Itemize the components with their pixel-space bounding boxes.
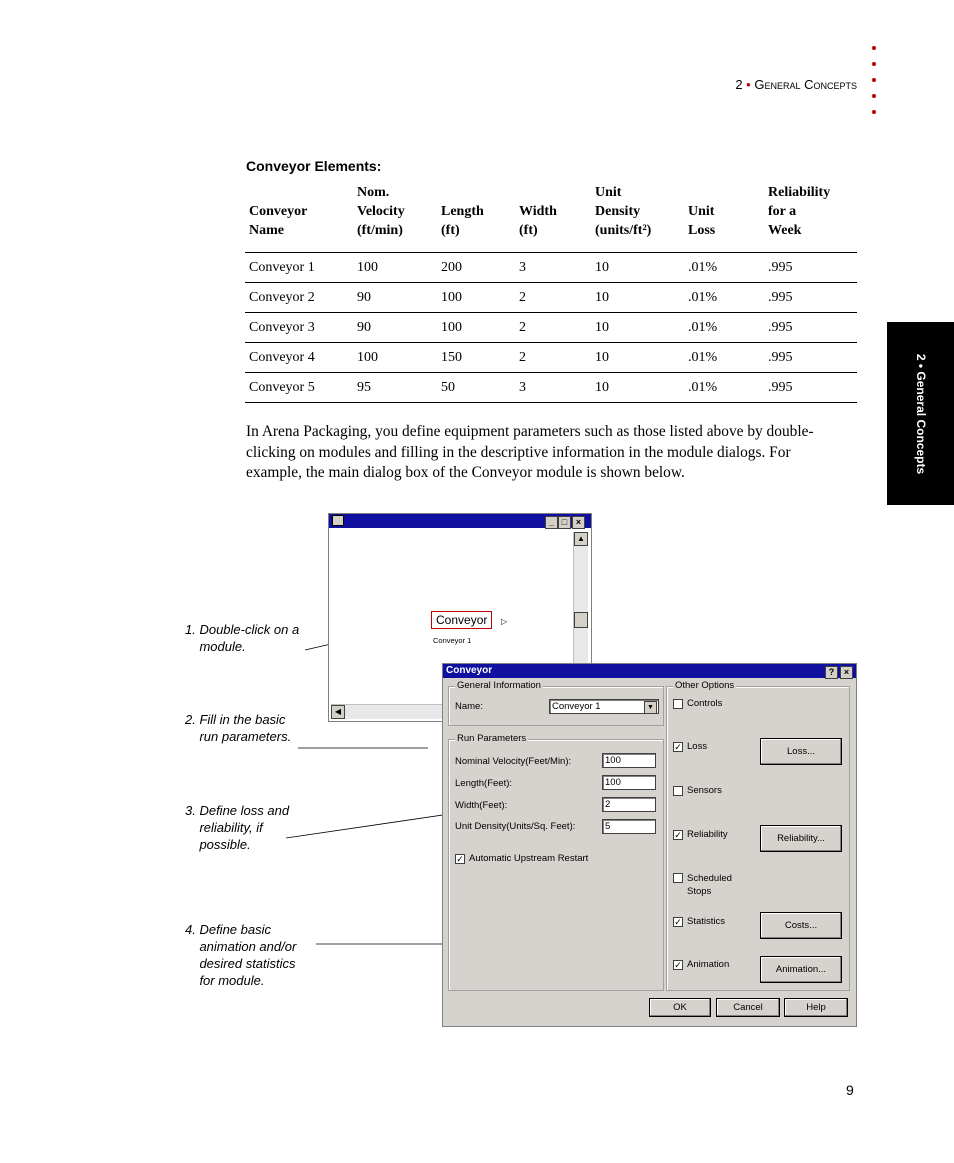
table-cell: 2	[515, 343, 591, 373]
other-options-label: Other Options	[675, 680, 735, 691]
table-header-cell: Nom. Velocity (ft/min)	[353, 183, 437, 253]
controls-label: Controls	[687, 698, 723, 709]
name-select[interactable]: Conveyor 1 ▼	[549, 699, 659, 714]
animation-checkbox[interactable]: ✓	[674, 960, 682, 970]
side-tab-label: 2 • General Concepts	[913, 353, 928, 474]
length-field[interactable]: 100	[602, 775, 656, 790]
table-cell: .995	[764, 373, 857, 403]
minimize-icon[interactable]: _	[545, 516, 558, 529]
controls-checkbox[interactable]	[673, 699, 683, 709]
table-cell: 2	[515, 283, 591, 313]
table-header-cell: Unit Density (units/ft²)	[591, 183, 684, 253]
table-cell: .995	[764, 313, 857, 343]
table-cell: 100	[437, 283, 515, 313]
conveyor-module[interactable]: Conveyor	[431, 611, 492, 629]
section-title: Conveyor Elements:	[246, 158, 382, 174]
dialog-title: Conveyor	[446, 665, 493, 676]
scheduled-stops-checkbox[interactable]	[673, 873, 683, 883]
callout-1: 1. Double-click on a module.	[185, 622, 300, 654]
table-cell: 50	[437, 373, 515, 403]
cancel-button[interactable]: Cancel	[716, 998, 780, 1017]
velocity-label: Nominal Velocity(Feet/Min):	[455, 756, 572, 767]
density-field[interactable]: 5	[602, 819, 656, 834]
ok-button[interactable]: OK	[649, 998, 711, 1017]
table-cell: 95	[353, 373, 437, 403]
header-bullet: •	[746, 77, 751, 92]
table-cell: 10	[591, 343, 684, 373]
table-cell: 10	[591, 373, 684, 403]
density-label: Unit Density(Units/Sq. Feet):	[455, 821, 576, 832]
table-cell: 90	[353, 313, 437, 343]
table-header-cell: Unit Loss	[684, 183, 764, 253]
auto-restart-label: Automatic Upstream Restart	[469, 853, 589, 864]
table-cell: .01%	[684, 253, 764, 283]
loss-button[interactable]: Loss...	[760, 738, 842, 765]
sensors-checkbox[interactable]	[673, 786, 683, 796]
table-cell: .01%	[684, 283, 764, 313]
table-header-cell: Width (ft)	[515, 183, 591, 253]
module-sublabel: Conveyor 1	[433, 636, 472, 645]
page-number: 9	[846, 1082, 854, 1098]
module-arrow-icon: ▷	[501, 617, 508, 626]
length-label: Length(Feet):	[455, 778, 513, 789]
table-cell: 2	[515, 313, 591, 343]
loss-checkbox[interactable]: ✓	[674, 742, 682, 752]
table-cell: 100	[353, 253, 437, 283]
reliability-button[interactable]: Reliability...	[760, 825, 842, 852]
animation-button[interactable]: Animation...	[760, 956, 842, 983]
loss-label: Loss	[687, 741, 708, 752]
run-params-label: Run Parameters	[457, 733, 527, 744]
maximize-icon[interactable]: □	[558, 516, 571, 529]
width-field[interactable]: 2	[602, 797, 656, 812]
scheduled-stops-label: Scheduled Stops	[687, 873, 732, 897]
table-cell: 100	[353, 343, 437, 373]
other-options-group	[666, 680, 850, 991]
chapter-number: 2	[735, 77, 743, 92]
table-cell: 100	[437, 313, 515, 343]
table-cell: 150	[437, 343, 515, 373]
close-icon[interactable]: ×	[572, 516, 585, 529]
reliability-label: Reliability	[687, 829, 728, 840]
velocity-field[interactable]: 100	[602, 753, 656, 768]
auto-restart-checkbox[interactable]: ✓	[456, 854, 464, 864]
table-cell: .995	[764, 343, 857, 373]
table-cell: Conveyor 1	[245, 253, 353, 283]
table-cell: 3	[515, 373, 591, 403]
table-cell: Conveyor 5	[245, 373, 353, 403]
table-cell: Conveyor 3	[245, 313, 353, 343]
animation-label: Animation	[687, 959, 730, 970]
table-cell: .995	[764, 283, 857, 313]
table-header-cell: Reliability for a Week	[764, 183, 857, 253]
help-button[interactable]: Help	[784, 998, 848, 1017]
table-cell: 90	[353, 283, 437, 313]
table-cell: Conveyor 4	[245, 343, 353, 373]
name-label: Name:	[455, 701, 483, 712]
callout-3: 3. Define loss and reliability, if possible.	[185, 803, 290, 852]
chevron-down-icon[interactable]: ▼	[644, 701, 657, 714]
table-cell: 200	[437, 253, 515, 283]
scroll-thumb[interactable]	[574, 612, 588, 628]
chapter-title: General Concepts	[754, 77, 857, 92]
dialog-titlebar	[443, 664, 856, 678]
table-cell: 3	[515, 253, 591, 283]
conveyor-dialog	[442, 663, 857, 1027]
table-cell: .01%	[684, 313, 764, 343]
general-info-group	[448, 680, 664, 726]
table-cell: 10	[591, 253, 684, 283]
width-label: Width(Feet):	[455, 800, 508, 811]
dialog-close-icon[interactable]: ×	[840, 666, 853, 679]
scroll-left-arrow-icon[interactable]: ◀	[331, 705, 345, 719]
table-cell: 10	[591, 313, 684, 343]
table-cell: 10	[591, 283, 684, 313]
table-cell: .995	[764, 253, 857, 283]
table-header-cell: Length (ft)	[437, 183, 515, 253]
table-cell: Conveyor 2	[245, 283, 353, 313]
statistics-checkbox[interactable]: ✓	[674, 917, 682, 927]
callout-2: 2. Fill in the basic run parameters.	[185, 712, 292, 744]
scroll-up-arrow-icon[interactable]: ▲	[574, 532, 588, 546]
app-icon	[332, 515, 344, 526]
costs-button[interactable]: Costs...	[760, 912, 842, 939]
statistics-label: Statistics	[687, 916, 726, 927]
body-paragraph: In Arena Packaging, you define equipment parameters such as those listed above by double-clicking on modules and filling in the descriptive information in the module dialogs. For example, the main dialog box of the Conveyor module is shown below.	[246, 423, 814, 481]
sensors-label: Sensors	[687, 785, 722, 796]
table-header-cell: Conveyor Name	[245, 183, 353, 253]
general-info-label: General Information	[457, 680, 541, 691]
run-params-group	[448, 733, 664, 991]
callout-4: 4. Define basic animation and/or desired statistics for module.	[185, 922, 297, 988]
table-cell: .01%	[684, 373, 764, 403]
reliability-checkbox[interactable]: ✓	[674, 830, 682, 840]
table-cell: .01%	[684, 343, 764, 373]
help-question-icon[interactable]: ?	[825, 666, 838, 679]
